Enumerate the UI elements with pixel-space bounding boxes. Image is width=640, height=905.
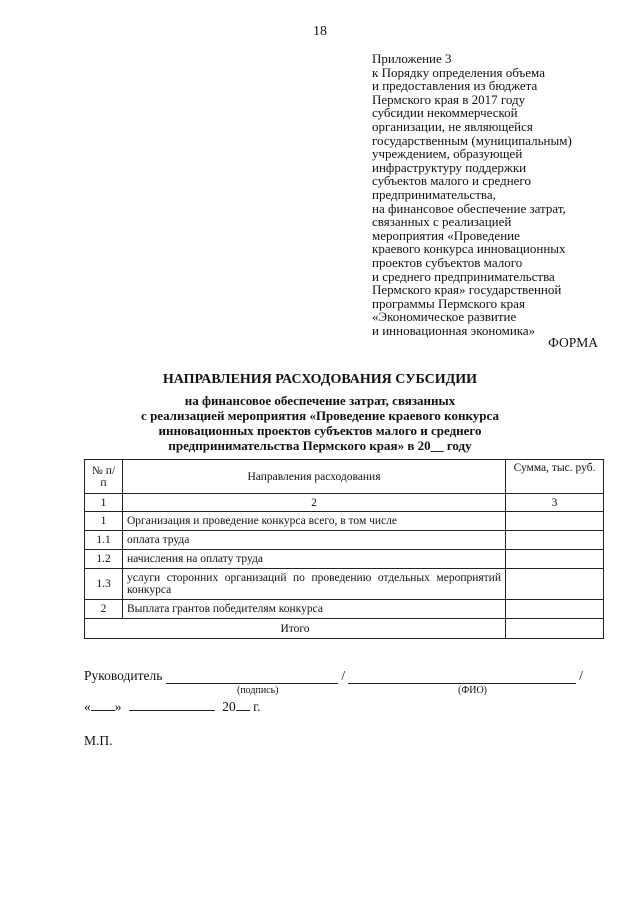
subtitle-line: предпринимательства Пермского края» в 20__ году bbox=[168, 438, 472, 453]
appendix-line: к Порядку определения объема bbox=[372, 64, 545, 80]
appendix-line: мероприятия «Проведение bbox=[372, 227, 520, 243]
table-row bbox=[85, 550, 604, 569]
index-cell: 2 bbox=[123, 494, 506, 512]
appendix-line: организации, не являющейся bbox=[372, 118, 533, 134]
stamp-label: М.П. bbox=[84, 733, 113, 748]
signature-block bbox=[84, 668, 604, 684]
subtitle-line: инновационных проектов субъектов малого и среднего bbox=[158, 423, 482, 438]
appendix-line: и инновационная экономика» bbox=[372, 322, 536, 338]
row-direction: услуги сторонних организаций по проведению отдельных мероприятий конкурса bbox=[123, 569, 506, 600]
appendix-line: субсидии некоммерческой bbox=[372, 105, 518, 121]
index-cell: 3 bbox=[506, 494, 604, 512]
name-caption: (ФИО) bbox=[458, 685, 488, 696]
month-line[interactable] bbox=[129, 696, 215, 711]
appendix-line: Пермского края» государственной bbox=[372, 282, 562, 298]
head-label: Руководитель bbox=[84, 668, 163, 683]
row-sum bbox=[506, 600, 604, 619]
appendix-block bbox=[372, 52, 612, 337]
row-direction: начисления на оплату труда bbox=[123, 550, 506, 569]
row-direction: Выплата грантов победителям конкурса bbox=[123, 600, 506, 619]
table-row bbox=[85, 531, 604, 550]
appendix-line: «Экономическое развитие bbox=[372, 309, 517, 325]
table-total-row bbox=[85, 619, 604, 639]
header-direction: Направления расходования bbox=[123, 460, 506, 494]
appendix-line: предпринимательства, bbox=[372, 186, 496, 202]
appendix-line: и среднего предпринимательства bbox=[372, 268, 555, 284]
signature-slash: / bbox=[341, 668, 346, 683]
appendix-line: Пермского края в 2017 году bbox=[372, 91, 526, 107]
signature-row bbox=[84, 668, 604, 684]
day-line[interactable] bbox=[91, 696, 115, 711]
row-num: 2 bbox=[85, 600, 123, 619]
table-row bbox=[85, 569, 604, 600]
date-row bbox=[84, 696, 261, 715]
row-num: 1.1 bbox=[85, 531, 123, 550]
table-row bbox=[85, 600, 604, 619]
signature-line[interactable] bbox=[166, 669, 338, 684]
appendix-line: учреждением, образующей bbox=[372, 146, 523, 162]
row-direction: оплата труда bbox=[123, 531, 506, 550]
subtitle-line: с реализацией мероприятия «Проведение краевого конкурса bbox=[141, 408, 499, 423]
row-num: 1 bbox=[85, 512, 123, 531]
row-sum bbox=[506, 550, 604, 569]
year-suffix: г. bbox=[253, 699, 261, 714]
header-sum: Сумма, тыс. руб. bbox=[506, 460, 604, 494]
document-subtitle bbox=[0, 393, 640, 453]
appendix-line: государственным (муниципальным) bbox=[372, 132, 572, 148]
row-sum bbox=[506, 512, 604, 531]
page-number: 18 bbox=[313, 24, 327, 39]
appendix-line: субъектов малого и среднего bbox=[372, 173, 531, 189]
index-cell: 1 bbox=[85, 494, 123, 512]
table-row bbox=[85, 512, 604, 531]
appendix-line: проектов субъектов малого bbox=[372, 254, 523, 270]
appendix-line: инфраструктуру поддержки bbox=[372, 159, 527, 175]
year-prefix: 20 bbox=[222, 699, 236, 714]
signature-slash: / bbox=[579, 668, 583, 683]
appendix-line: программы Пермского края bbox=[372, 295, 525, 311]
total-label: Итого bbox=[85, 619, 506, 639]
appendix-line: связанных с реализацией bbox=[372, 214, 512, 230]
table-index-row bbox=[85, 494, 604, 512]
appendix-line: на финансовое обеспечение затрат, bbox=[372, 200, 566, 216]
row-num: 1.3 bbox=[85, 569, 123, 600]
year-line[interactable] bbox=[236, 696, 250, 711]
row-num: 1.2 bbox=[85, 550, 123, 569]
row-sum bbox=[506, 569, 604, 600]
appendix-line: Приложение 3 bbox=[372, 51, 452, 66]
signature-caption: (подпись) bbox=[237, 685, 279, 696]
total-sum bbox=[506, 619, 604, 639]
name-line[interactable] bbox=[348, 669, 576, 684]
form-label: ФОРМА bbox=[548, 335, 598, 350]
row-sum bbox=[506, 531, 604, 550]
expenditure-table bbox=[84, 459, 604, 639]
appendix-line: краевого конкурса инновационных bbox=[372, 241, 566, 257]
table-header-row bbox=[85, 460, 604, 494]
date-open-quote: « bbox=[84, 699, 91, 714]
row-direction: Организация и проведение конкурса всего, в том числе bbox=[123, 512, 506, 531]
document-title: НАПРАВЛЕНИЯ РАСХОДОВАНИЯ СУБСИДИИ bbox=[162, 372, 478, 387]
appendix-line: и предоставления из бюджета bbox=[372, 78, 538, 94]
date-close-quote: » bbox=[114, 699, 122, 714]
subtitle-line: на финансовое обеспечение затрат, связанных bbox=[184, 393, 456, 408]
header-num: № п/п bbox=[85, 460, 123, 494]
